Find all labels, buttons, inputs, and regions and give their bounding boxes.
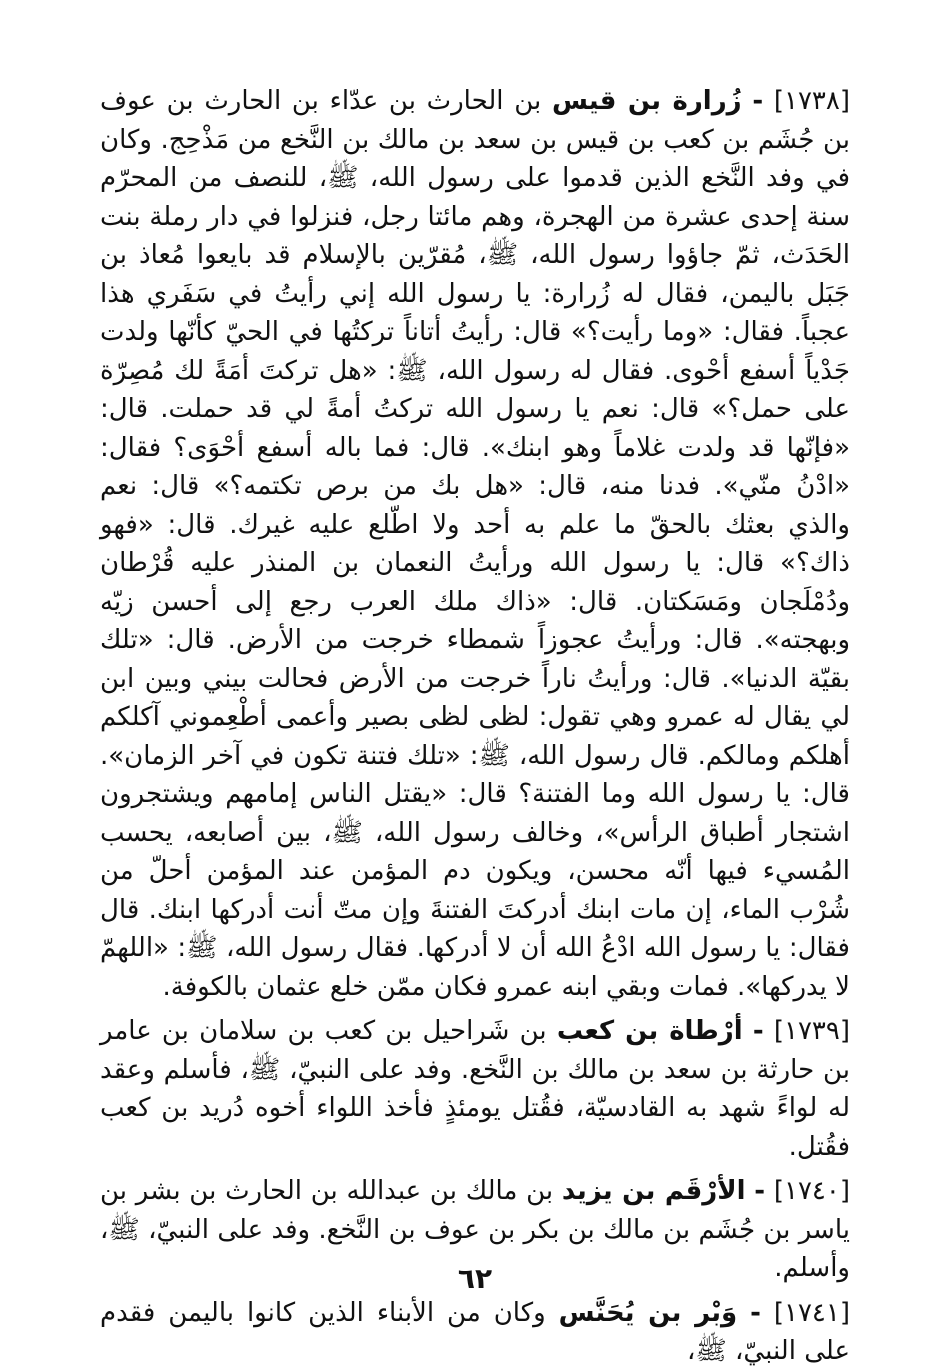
biography-entry bbox=[100, 1012, 850, 1166]
entry-text: بن شَراحيل بن كعب بن سلامان بن عامر بن حارثة بن سعد بن مالك بن النَّخع. وفد على النبيّ، ﷺ، فأسلم وعقد له لواءً شهد به القادسيّة، فقُتل يومئذٍ فأخذ اللواء أخوه دُريد بن كعب فقُتل. bbox=[100, 1016, 850, 1162]
entry-separator: - bbox=[750, 1297, 761, 1328]
entry-separator: - bbox=[752, 1016, 764, 1046]
entry-text: بن الحارث بن عدّاء بن الحارث بن عوف بن جُشَم بن كعب بن قيس بن سعد بن مالك بن النَّخع من مَذْحِج. وكان في وفد النَّخع الذين قدموا على رسول الله، ﷺ، للنصف من المحرّم سنة إحدى عشرة من الهجرة، وهم مائتا رجل، فنزلوا في دار رملة بنت الحَدَث، ثمّ جاؤوا رسول الله، ﷺ، مُقرّين بالإسلام قد بايعوا مُعاذ بن جَبَل باليمن، فقال له زُرارة: يا رسول الله إني رأيتُ في سَفَري هذا عجباً. فقال: «وما رأيت؟» قال: رأيتُ أتاناً تركتُها في الحيّ كأنّها ولدت جَدْياً أسفع أحْوى. فقال له رسول الله، ﷺ: «هل تركتَ أمَةً لك مُصِرّة على حمل؟» قال: نعم يا رسول الله تركتُ أمةً لي قد حملت. قال: «فإنّها قد ولدت غلاماً وهو ابنك». قال: فما باله أسفع أحْوَى؟ فقال: «ادْنُ منّي». فدنا منه، قال: «هل بك من برص تكتمه؟» قال: نعم والذي بعثك بالحقّ ما علم به أحد ولا اطّلع عليه غيرك. قال: «فهو ذاك؟» قال: يا رسول الله ورأيتُ النعمان بن المنذر عليه قُرْطان ودُمْلَجان ومَسَكتان. قال: «ذاك ملك العرب رجع إلى أحسن زيّه وبهجته». قال: ورأيتُ عجوزاً شمطاء خرجت من الأرض. قال: «تلك بقيّة الدنيا». قال: ورأيتُ ناراً خرجت من الأرض فحالت بيني وبين ابن لي يقال له عمرو وهي تقول: لظى لظى بصير وأعمى أطْعِموني آكلكم أهلكم ومالكم. قال رسول الله، ﷺ: «تلك فتنة تكون في آخر الزمان». قال: يا رسول الله وما الفتنة؟ قال: «يقتل الناس إمامهم ويشتجرون اشتجار أطباق الرأس»، وخالف رسول الله، ﷺ، بين أصابعه، يحسب المُسيء فيها أنّه محسن، ويكون دم المؤمن عند المؤمن أحلّ من شُرْب الماء، إن مات ابنك أدركتَ الفتنةَ وإن متّ أنت أدركها ابنك. قال فقال: يا رسول الله ادْعُ الله أن لا أدركها. فقال رسول الله، ﷺ: «اللهمّ لا يدركها». فمات وبقي ابنه عمرو فكان ممّن خلع عثمان بالكوفة. bbox=[100, 86, 850, 1002]
entry-name: أرْطاة بن كعب bbox=[556, 1016, 743, 1046]
entry-separator: - bbox=[752, 86, 764, 116]
entry-separator: - bbox=[754, 1176, 766, 1206]
entry-text: بن مالك بن عبدالله بن الحارث بن بشر بن ياسر بن جُشَم بن مالك بن بكر بن عوف بن النَّخع. وفد على النبيّ، ﷺ، وأسلم. bbox=[100, 1176, 850, 1283]
page-body bbox=[100, 82, 851, 1366]
entry-name: وَبْر بن يُحَنَّس bbox=[558, 1297, 738, 1328]
entry-text: وكان من الأبناء الذين كانوا باليمن فقدم على النبيّ، ﷺ، bbox=[100, 1297, 850, 1366]
entry-name: زُرارة بن قيس bbox=[551, 86, 742, 116]
entry-number: [١٧٣٨] bbox=[773, 86, 851, 116]
page-number: ٦٢ bbox=[457, 1262, 493, 1295]
entry-number: [١٧٣٩] bbox=[773, 1016, 850, 1046]
biography-entry bbox=[100, 82, 850, 1006]
entry-number: [١٧٤١] bbox=[773, 1297, 851, 1328]
entry-name: الأرْقَم بن يزيد bbox=[561, 1176, 746, 1206]
biography-entry bbox=[100, 1294, 850, 1371]
entry-number: [١٧٤٠] bbox=[773, 1176, 850, 1206]
